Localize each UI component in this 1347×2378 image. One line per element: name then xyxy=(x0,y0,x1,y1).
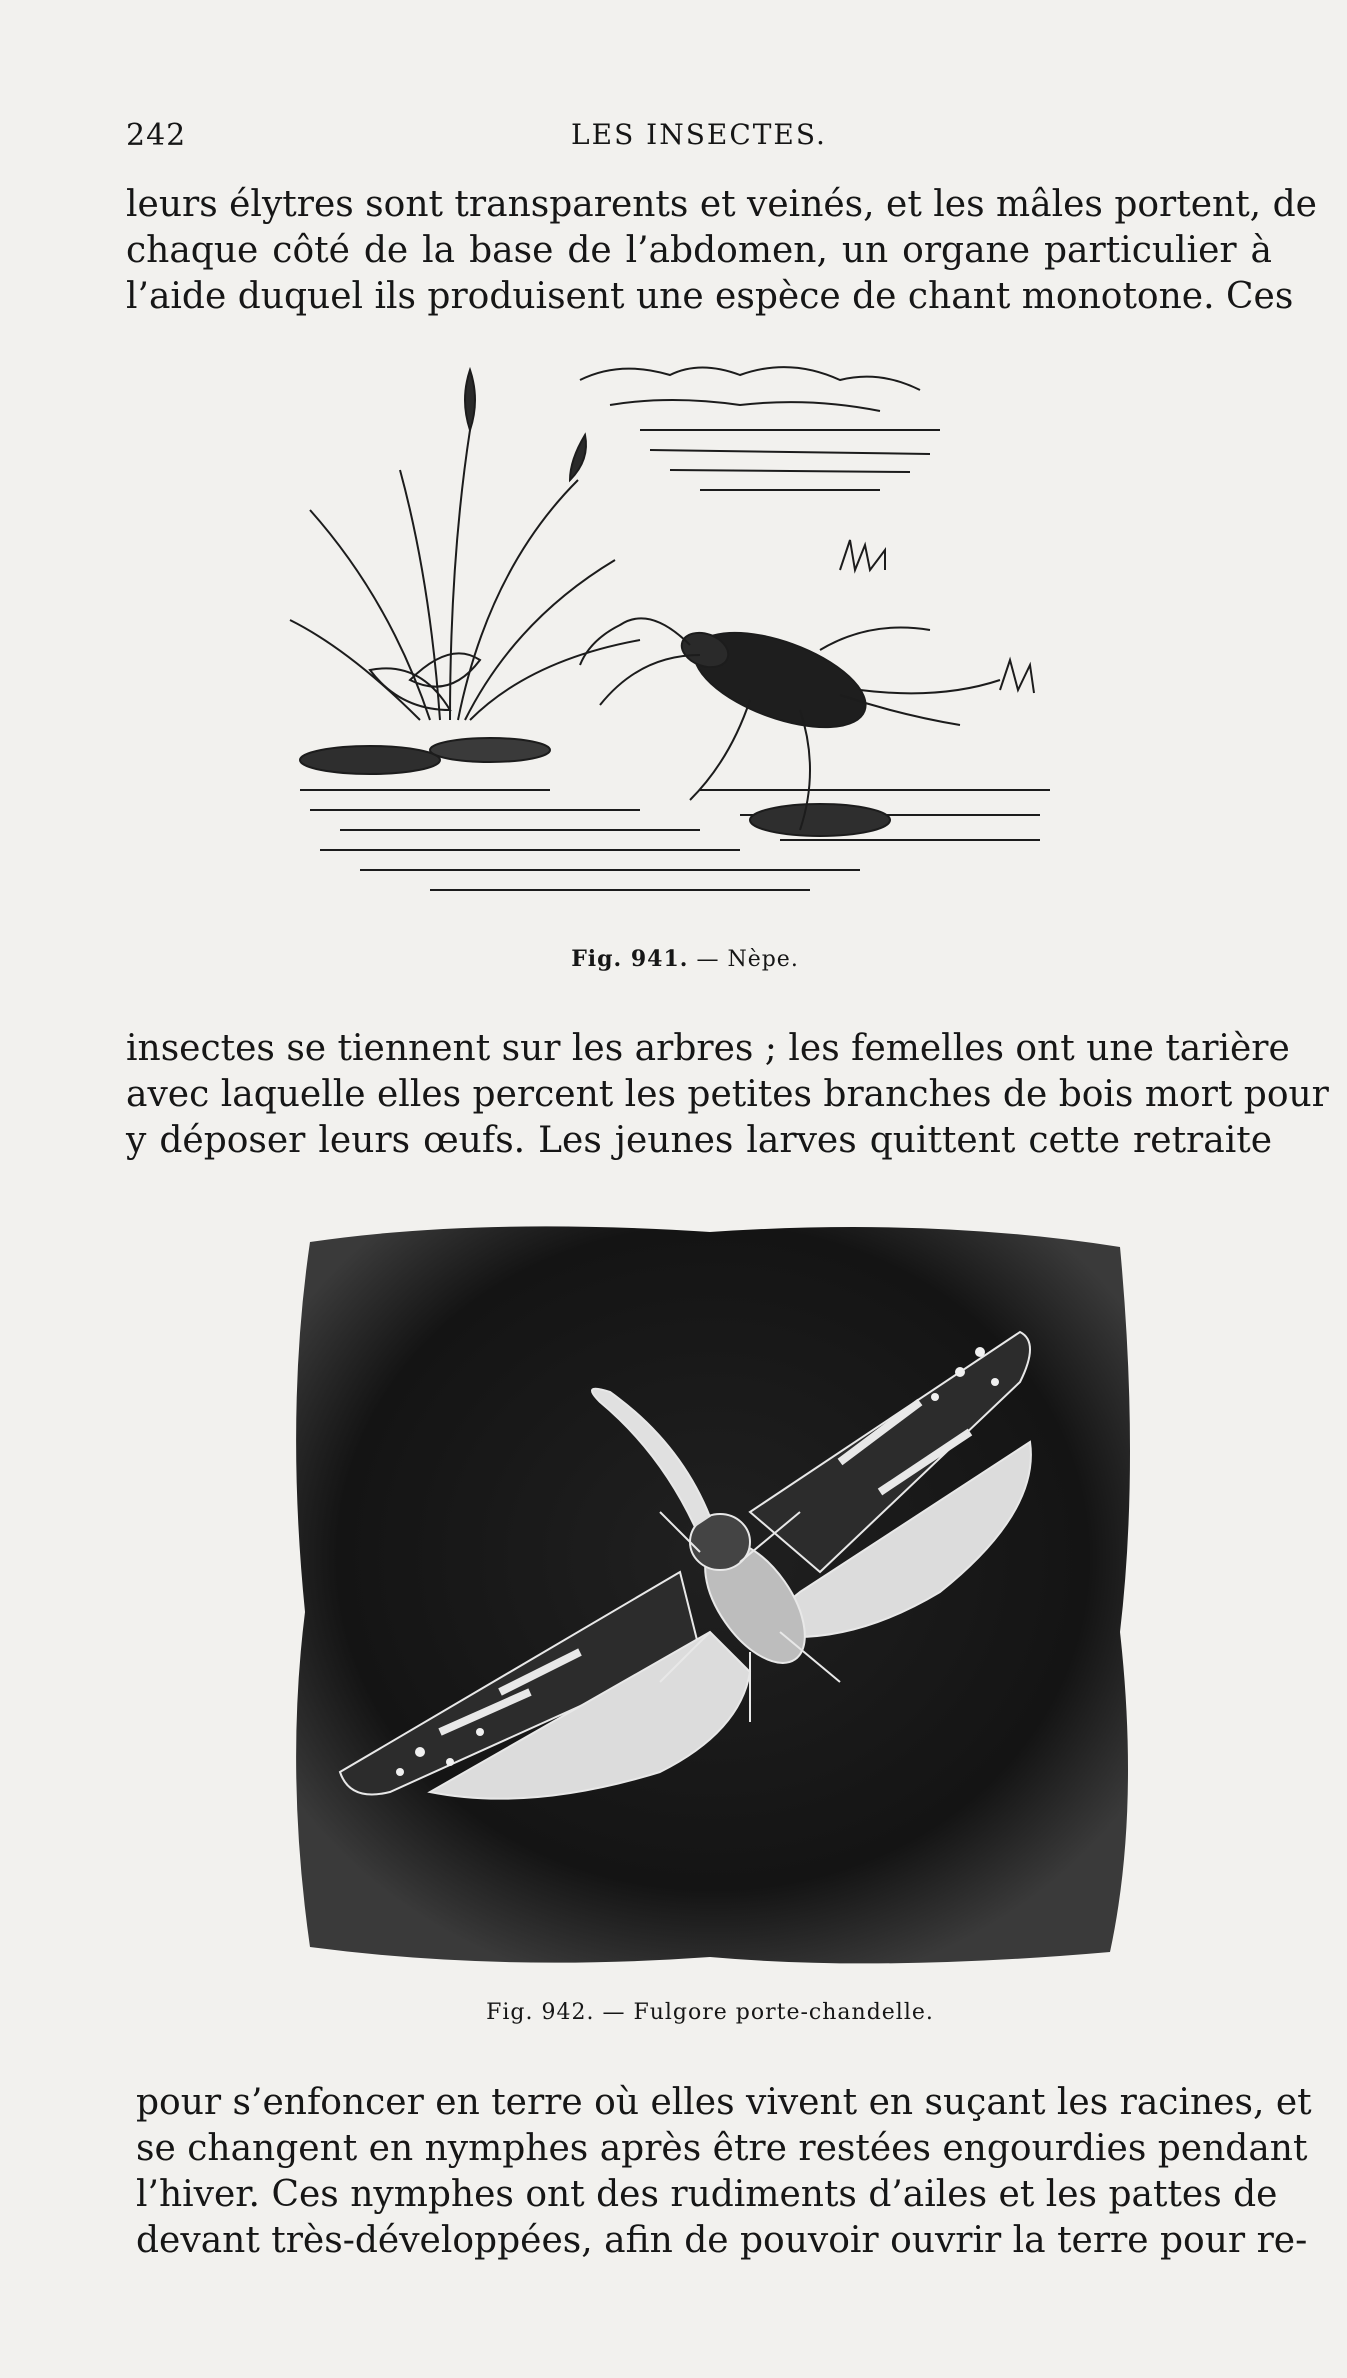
figure-941-nepe-illustration xyxy=(280,350,1090,920)
paragraph-3 xyxy=(136,2080,1312,2264)
text-line: l’aide duquel ils produisent une espèce de chant monotone. Ces xyxy=(126,276,1294,317)
text-line: devant très-développées, afin de pouvoir ouvrir la terre pour re- xyxy=(136,2220,1308,2261)
text-line: chaque côté de la base de l’abdomen, un organe particulier à xyxy=(126,230,1272,271)
figure-941-caption xyxy=(280,946,1090,972)
page-number: 242 xyxy=(126,118,187,153)
figure-941-label: Fig. 941. xyxy=(571,946,689,972)
figure-941-caption-text: — Nèpe. xyxy=(696,947,799,972)
figure-942-fulgore-illustration xyxy=(280,1212,1140,1972)
figure-942-label: Fig. 942. xyxy=(486,2000,595,2025)
paragraph-2 xyxy=(126,1026,1329,1164)
text-line: avec laquelle elles percent les petites branches de bois mort pour xyxy=(126,1074,1329,1115)
figure-942-caption-text: — Fulgore porte-chandelle. xyxy=(602,2000,934,2025)
page-header xyxy=(126,118,1272,166)
text-line: y déposer leurs œufs. Les jeunes larves quittent cette retraite xyxy=(126,1120,1272,1161)
paragraph-1 xyxy=(126,182,1317,320)
figure-942-caption xyxy=(280,2000,1140,2025)
text-line: leurs élytres sont transparents et veinés, et les mâles portent, de xyxy=(126,184,1317,225)
text-line: pour s’enfoncer en terre où elles vivent en suçant les racines, et xyxy=(136,2082,1312,2123)
text-line: se changent en nymphes après être restées engourdies pendant xyxy=(136,2128,1308,2169)
running-head: LES INSECTES. xyxy=(571,118,827,151)
text-line: insectes se tiennent sur les arbres ; les femelles ont une tarière xyxy=(126,1028,1290,1069)
text-line: l’hiver. Ces nymphes ont des rudiments d’ailes et les pattes de xyxy=(136,2174,1278,2215)
